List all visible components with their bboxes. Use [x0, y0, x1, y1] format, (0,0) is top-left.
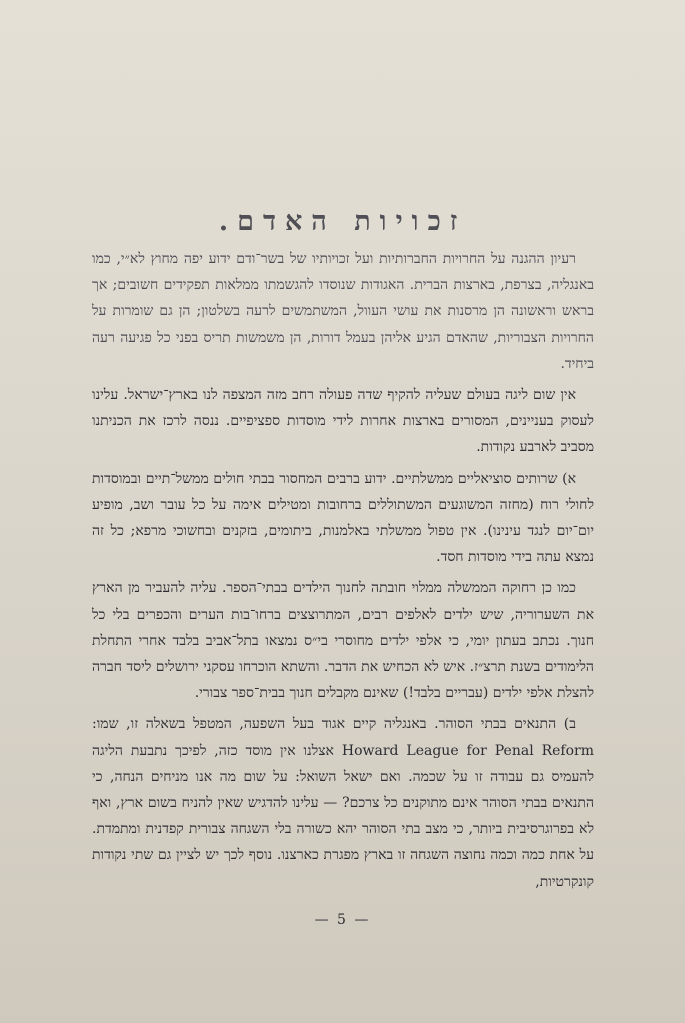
paragraph-league-scope: אין שום ליגה בעולם שעליה להקיף שדה פעולה רחב מזה המצפה לנו בארץ־ישראל. עלינו לעסוק בעניינים, המסורים בארצות אחרות לידי מוסדות ספציפיים. ננסה לרכז את הכניתנו מסביב לארבע נקודות.	[92, 387, 594, 456]
page-number: — 5 —	[314, 912, 371, 928]
paragraph-education: כמו כן רחוקה הממשלה ממלוי חובתה לחנוך הילדים בבתי־הספר. עליה להעביר מן הארץ את השערוריה, שיש ילדים לאלפים רבים, המתרוצצים ברחו־בות הערים והכפרים בלי כל חנוך. נכתב בעתון יומי, כי אלפי ילדים מחוסרי בי״ס נמצאו בתל־אביב בלבד אחרי התחלת הלימודים בשנת תרצ״ז. איש לא הכחיש את הדבר. והשתא הוכרחו עסקני ירושלים ליסד חברה להצלת אלפי ילדים (עבריים בלבד!) שאינם מקבלים חנוך בבית־ספר צבורי.	[91, 580, 594, 702]
page-title: זכויות האדם.	[218, 206, 467, 237]
paragraph-intro: רעיון ההגנה על החרויות החברותיות ועל זכויותיו של בשר־ודם ידוע יפה מחוץ לא״י, כמו באנגליה, בצרפת, בארצות הברית. האגודות שנוסדו להגשמתו ממלאות תפקידים חשובים; אך בראש וראשונה הן מרסנות את עושי העוול, המשתמשים לרעה בשלטון; הן גם שומרות על החרויות הצבוריות, שהאדם הגיע אליהן בעמל דורות, הן משמשות תריס בפני כל פגיעה רעה ביחיד.	[92, 251, 594, 372]
paragraph-prisons: ב) התנאים בבתי הסוהר. באנגליה קיים אגוד בעל השפעה, המטפל בשאלה זו, שמו: Howard League for Penal Reform אצלנו אין מוסד כזה, לפיכך נתבעת הליגה להעמיס גם עבודה זו על שכמה. ואם ישאל השואל: על שום מה אנו מניחים הנחה, כי התנאים בבתי הסוהר אינם מתוקנים כל צרכם? — עלינו להדגיש שאין להניח בשום ארץ, ואף לא בפרוגרסיבית ביותר, כי מצב בתי הסוהר יהא כשורה בלי השגחה צבורית קפדנית ומתמדת. על אחת כמה וכמה נחוצה השגחה זו בארץ מפגרת כארצנו. נוסף לכך יש לציין גם שתי נקודות קונקרטיות,	[92, 716, 595, 890]
body-text	[92, 246, 594, 900]
paragraph-social-services: א) שרותים סוציאליים ממשלתיים. ידוע ברבים המחסור בבתי חולים ממשל־תיים ובמוסדות לחולי רוח (מחזה המשוגעים המשתוללים ברחובות ומטילים אימה על כל עובר ושב, מופיע יום־יום לנגד עינינו). אין טפול ממשלתי באלמנות, ביתומים, בזקנים ובחשוכי מרפא; כל זה נמצא עתה בידי מוסדות חסד.	[92, 470, 594, 566]
